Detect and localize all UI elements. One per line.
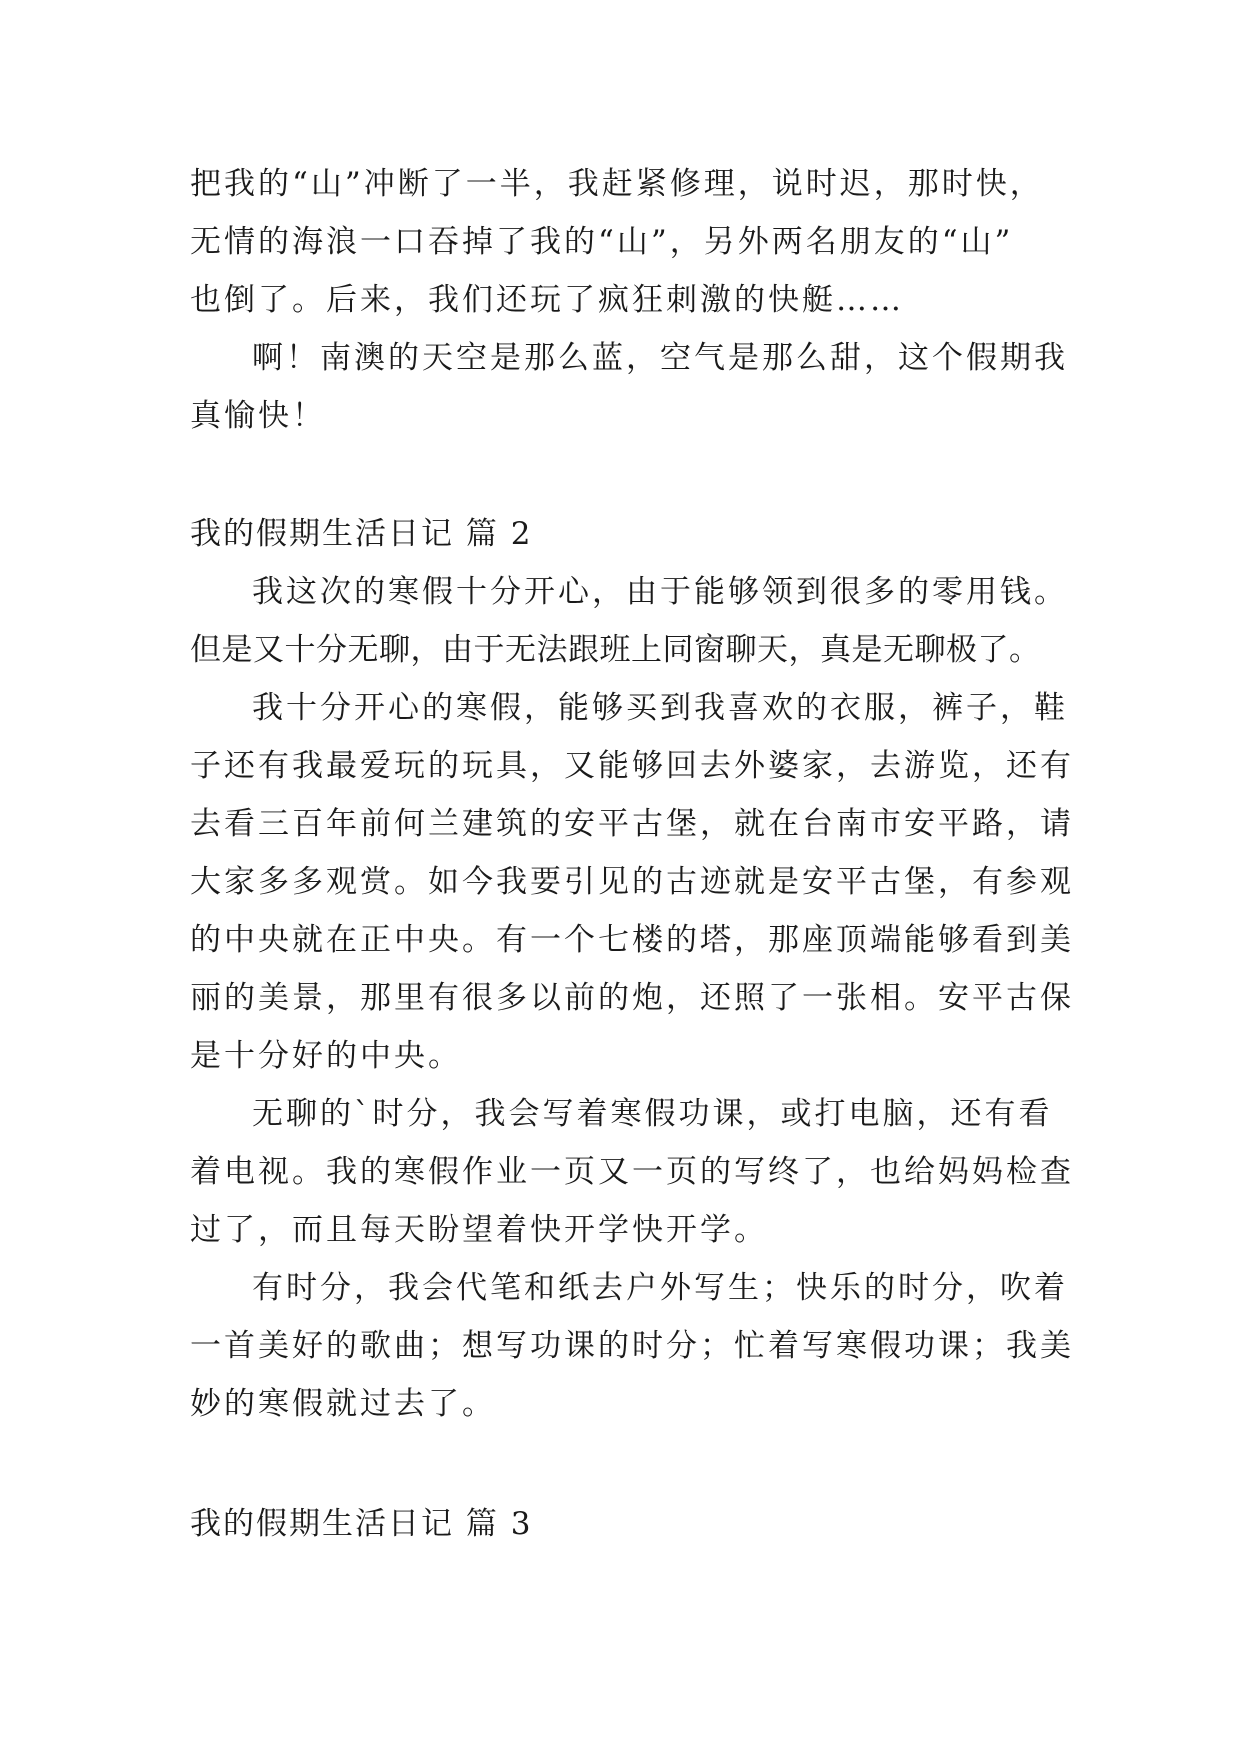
text-line: 妙的寒假就过去了。 bbox=[190, 1386, 496, 1422]
section-3 bbox=[190, 1495, 1070, 1553]
text-line: 把我的“山”冲断了一半，我赶紧修理，说时迟，那时快， bbox=[190, 166, 1044, 202]
paragraph bbox=[190, 1259, 1074, 1433]
text-line: 有时分，我会代笔和纸去户外写生；快乐的时分，吹着 bbox=[252, 1270, 1068, 1306]
text-line: 的中央就在正中央。有一个七楼的塔，那座顶端能够看到美 bbox=[190, 922, 1074, 958]
section-heading: 我的假期生活日记 篇 3 bbox=[190, 1506, 533, 1542]
section-2 bbox=[190, 505, 1074, 1433]
text-line: 无情的海浪一口吞掉了我的“山”，另外两名朋友的“山” bbox=[190, 224, 1014, 260]
text-line: 子还有我最爱玩的玩具，又能够回去外婆家，去游览，还有 bbox=[190, 748, 1074, 784]
text-line: 丽的美景，那里有很多以前的炮，还照了一张相。安平古保 bbox=[190, 980, 1074, 1016]
text-line: 大家多多观赏。如今我要引见的古迹就是安平古堡，有参观 bbox=[190, 864, 1074, 900]
text-line: 着电视。我的寒假作业一页又一页的写终了，也给妈妈检查 bbox=[190, 1154, 1074, 1190]
paragraph bbox=[190, 155, 1070, 329]
text-line: 我十分开心的寒假，能够买到我喜欢的衣服，裤子，鞋 bbox=[252, 690, 1068, 726]
section-heading: 我的假期生活日记 篇 2 bbox=[190, 516, 533, 552]
paragraph bbox=[190, 1085, 1074, 1259]
text-line: 真愉快！ bbox=[190, 398, 326, 434]
paragraph bbox=[190, 563, 1070, 679]
text-line: 我这次的寒假十分开心，由于能够领到很多的零用钱。 bbox=[252, 574, 1068, 610]
section-1 bbox=[190, 155, 1070, 445]
text-line: 去看三百年前何兰建筑的安平古堡，就在台南市安平路，请 bbox=[190, 806, 1074, 842]
paragraph bbox=[190, 679, 1074, 1085]
text-line: 也倒了。后来，我们还玩了疯狂刺激的快艇…… bbox=[190, 282, 904, 318]
text-line: 啊！南澳的天空是那么蓝，空气是那么甜，这个假期我 bbox=[252, 340, 1068, 376]
text-line: 但是又十分无聊，由于无法跟班上同窗聊天，真是无聊极了。 bbox=[190, 632, 1041, 668]
text-line: 无聊的`时分，我会写着寒假功课，或打电脑，还有看 bbox=[252, 1096, 1053, 1132]
text-line: 过了，而且每天盼望着快开学快开学。 bbox=[190, 1212, 768, 1248]
text-line: 是十分好的中央。 bbox=[190, 1038, 462, 1074]
text-line: 一首美好的歌曲；想写功课的时分；忙着写寒假功课；我美 bbox=[190, 1328, 1074, 1364]
paragraph bbox=[190, 329, 1070, 445]
document-page bbox=[190, 155, 1074, 1553]
